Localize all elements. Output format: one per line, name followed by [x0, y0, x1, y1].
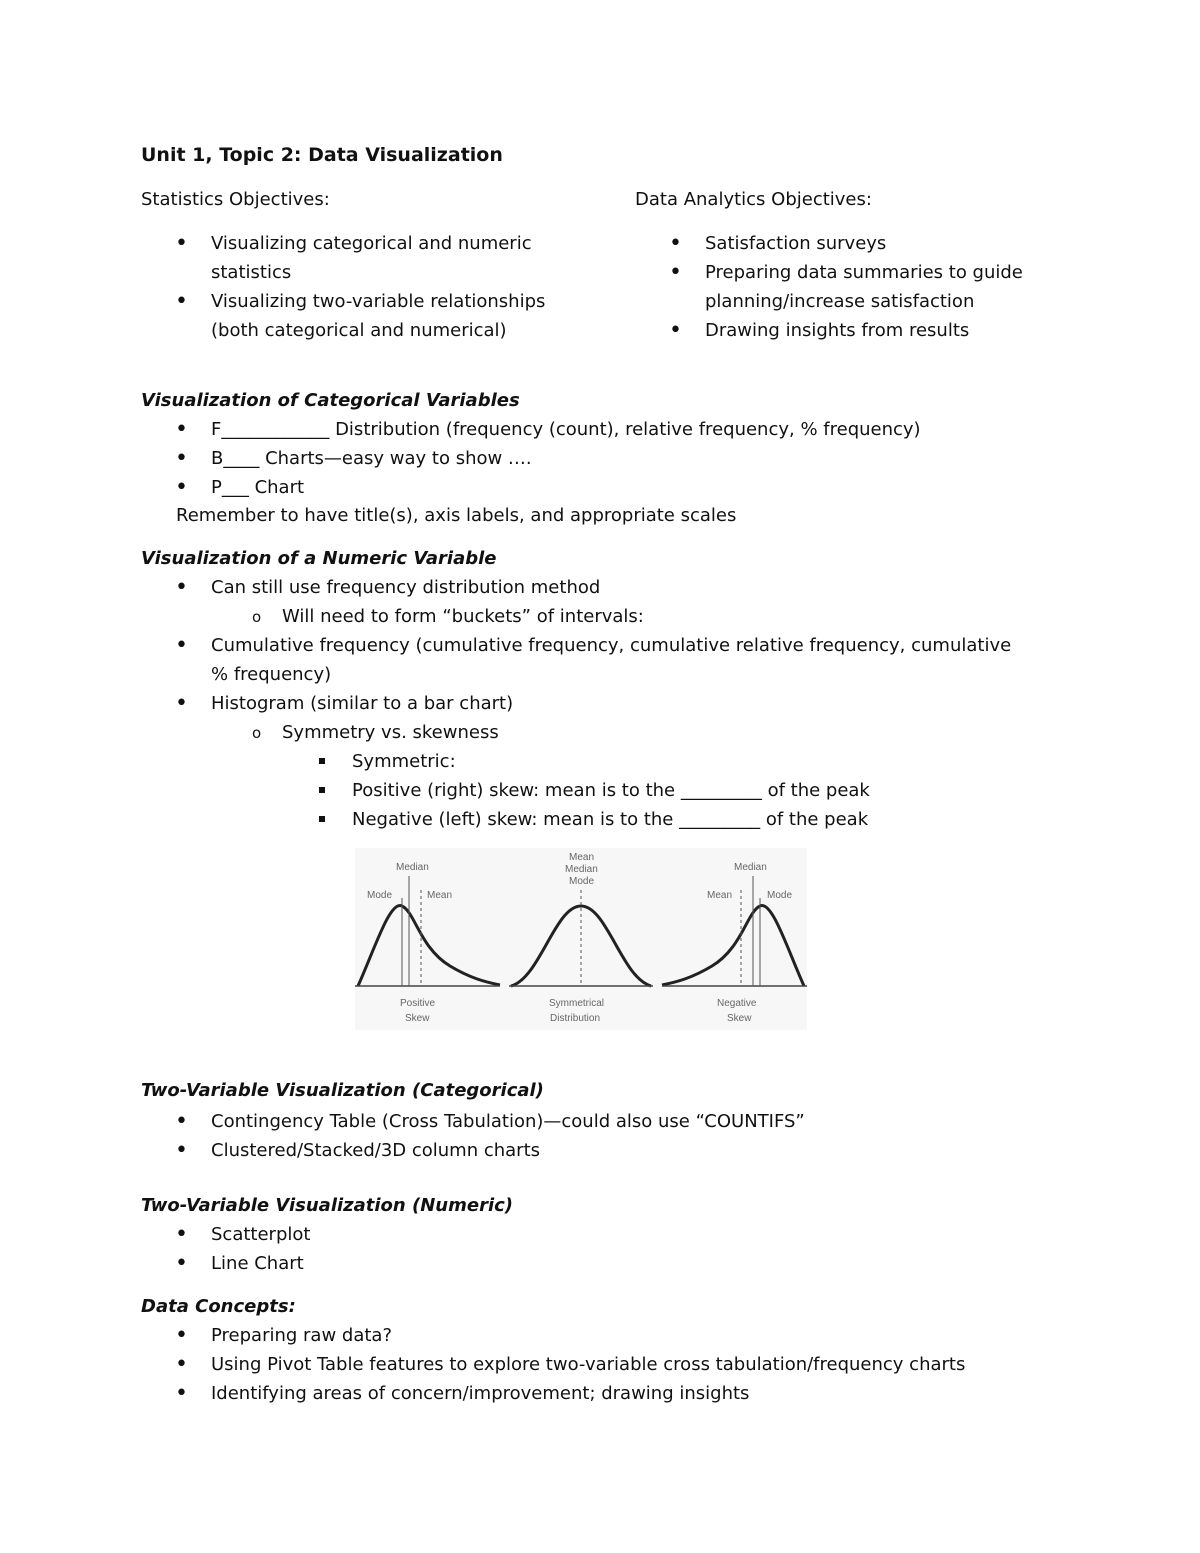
two-var-numeric-heading: Two-Variable Visualization (Numeric)	[141, 1195, 514, 1216]
sub-list-item: o Symmetry vs. skewness	[282, 718, 1031, 747]
two-var-categorical-list	[211, 1107, 1011, 1165]
list-item: • Histogram (similar to a bar chart)	[211, 689, 1031, 718]
list-item: • Can still use frequency distribution method	[211, 573, 1031, 602]
median-label: Median	[565, 864, 598, 875]
median-label: Median	[396, 862, 429, 873]
caption-line2: Distribution	[550, 1013, 601, 1024]
two-var-numeric-list	[211, 1220, 811, 1278]
sub-sub-list-item: Positive (right) skew: mean is to the _________ of the peak	[352, 776, 1031, 805]
list-item: • Preparing data summaries to guide planning/increase satisfaction	[705, 258, 1035, 316]
skewness-figure	[355, 848, 807, 1030]
data-concepts-list	[211, 1321, 1111, 1408]
stats-objectives-list	[211, 229, 551, 345]
list-item: • Using Pivot Table features to explore two-variable cross tabulation/frequency charts	[211, 1350, 1111, 1379]
sub-sub-list-item: Negative (left) skew: mean is to the _________ of the peak	[352, 805, 1031, 834]
mode-label: Mode	[767, 890, 793, 901]
mode-label: Mode	[569, 876, 595, 887]
list-item: • Cumulative frequency (cumulative frequency, cumulative relative frequency, cumulative % frequency)	[211, 631, 1031, 689]
list-item: • Visualizing categorical and numeric statistics	[211, 229, 551, 287]
list-item: • F____________ Distribution (frequency (count), relative frequency, % frequency)	[211, 415, 1111, 444]
categorical-list	[211, 415, 1111, 502]
data-concepts-heading: Data Concepts:	[141, 1296, 296, 1317]
mode-label: Mode	[367, 890, 393, 901]
numeric-heading: Visualization of a Numeric Variable	[141, 548, 497, 569]
caption-line2: Skew	[727, 1013, 752, 1024]
list-item: • Visualizing two-variable relationships (both categorical and numerical)	[211, 287, 551, 345]
list-item: • P___ Chart	[211, 473, 1111, 502]
stats-objectives-heading: Statistics Objectives:	[141, 189, 330, 210]
list-item: • Clustered/Stacked/3D column charts	[211, 1136, 1011, 1165]
list-item: • Preparing raw data?	[211, 1321, 1111, 1350]
analytics-objectives-heading: Data Analytics Objectives:	[635, 189, 872, 210]
mean-label: Mean	[707, 890, 733, 901]
caption-line1: Negative	[717, 998, 757, 1009]
sub-sub-list-item: Symmetric:	[352, 747, 1031, 776]
two-var-categorical-heading: Two-Variable Visualization (Categorical)	[141, 1080, 544, 1101]
list-item: • Contingency Table (Cross Tabulation)—could also use “COUNTIFS”	[211, 1107, 1011, 1136]
list-item: • Drawing insights from results	[705, 316, 1035, 345]
list-item: • Identifying areas of concern/improvement; drawing insights	[211, 1379, 1111, 1408]
caption-line2: Skew	[405, 1013, 430, 1024]
mean-label: Mean	[427, 890, 453, 901]
numeric-list	[211, 573, 1031, 834]
list-item: • Satisfaction surveys	[705, 229, 1035, 258]
median-label: Median	[734, 862, 767, 873]
analytics-objectives-list	[705, 229, 1035, 345]
caption-line1: Positive	[400, 998, 436, 1009]
sub-list-item: o Will need to form “buckets” of intervals:	[282, 602, 1031, 631]
list-item: • Scatterplot	[211, 1220, 811, 1249]
skewness-diagram	[355, 848, 807, 1030]
caption-line1: Symmetrical	[549, 998, 605, 1009]
categorical-note: Remember to have title(s), axis labels, and appropriate scales	[176, 505, 737, 526]
list-item: • Line Chart	[211, 1249, 811, 1278]
categorical-heading: Visualization of Categorical Variables	[141, 390, 520, 411]
page-title: Unit 1, Topic 2: Data Visualization	[141, 144, 503, 166]
mean-label: Mean	[569, 852, 595, 863]
list-item: • B____ Charts—easy way to show ….	[211, 444, 1111, 473]
